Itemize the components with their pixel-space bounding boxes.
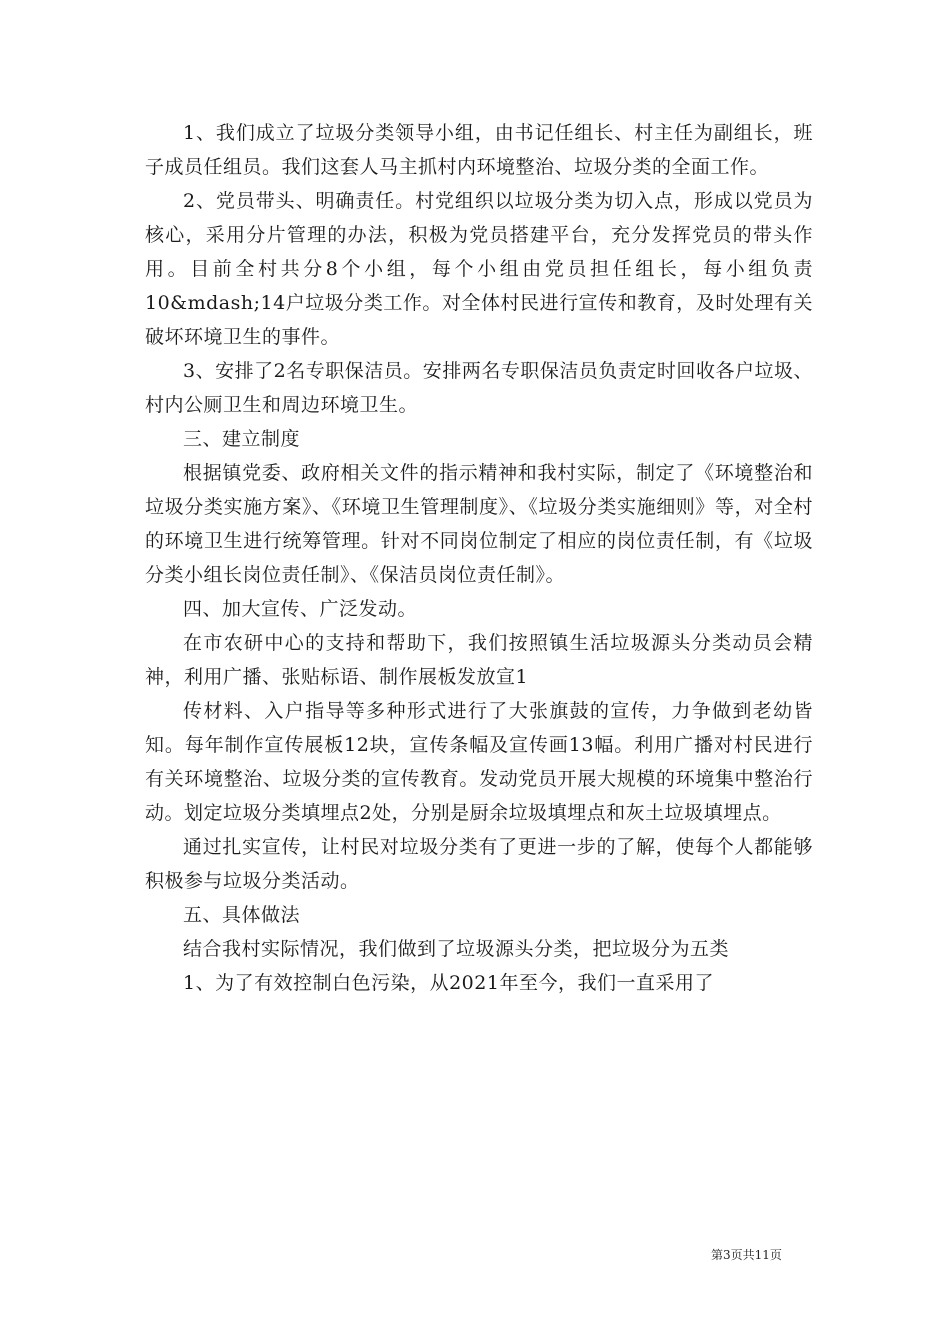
paragraph-6: 传材料、入户指导等多种形式进行了大张旗鼓的宣传，力争做到老幼皆知。每年制作宣传展板12块，宣传条幅及宣传画13幅。利用广播对村民进行有关环境整治、垃圾分类的宣传教育。发动党员开展大规模的环境集中整治行动。划定垃圾分类填埋点2处，分别是厨余垃圾填埋点和灰土垃圾填埋点。	[145, 700, 813, 824]
paragraph-1: 1、我们成立了垃圾分类领导小组，由书记任组长、村主任为副组长，班子成员任组员。我们这套人马主抓村内环境整治、垃圾分类的全面工作。	[145, 122, 813, 178]
paragraph-2: 2、党员带头、明确责任。村党组织以垃圾分类为切入点，形成以党员为核心，采用分片管理的办法，积极为党员搭建平台，充分发挥党员的带头作用。目前全村共分8个小组，每个小组由党员担任组长，每小组负责10&mdash;14户垃圾分类工作。对全体村民进行宣传和教育，及时处理有关破坏环境卫生的事件。	[145, 190, 813, 348]
paragraph-5: 在市农研中心的支持和帮助下，我们按照镇生活垃圾源头分类动员会精神，利用广播、张贴标语、制作展板发放宣1	[145, 632, 813, 688]
section-heading-3: 三、建立制度	[183, 428, 301, 450]
paragraph-4: 根据镇党委、政府相关文件的指示精神和我村实际，制定了《环境整治和垃圾分类实施方案》、《环境卫生管理制度》、《垃圾分类实施细则》等，对全村的环境卫生进行统筹管理。针对不同岗位制定了相应的岗位责任制，有《垃圾分类小组长岗位责任制》、《保洁员岗位责任制》。	[145, 462, 813, 586]
section-heading-5: 五、具体做法	[183, 904, 301, 926]
section-heading-4: 四、加大宣传、广泛发动。	[183, 598, 418, 620]
paragraph-7: 通过扎实宣传，让村民对垃圾分类有了更进一步的了解，使每个人都能够积极参与垃圾分类活动。	[145, 836, 813, 892]
page-number-label: 第3页共11页	[711, 1248, 782, 1262]
paragraph-3: 3、安排了2名专职保洁员。安排两名专职保洁员负责定时回收各户垃圾、村内公厕卫生和周边环境卫生。	[145, 360, 813, 416]
document-body	[145, 116, 813, 1000]
paragraph-9: 1、为了有效控制白色污染，从2021年至今，我们一直采用了	[183, 972, 714, 994]
paragraph-8: 结合我村实际情况，我们做到了垃圾源头分类，把垃圾分为五类	[183, 938, 730, 960]
